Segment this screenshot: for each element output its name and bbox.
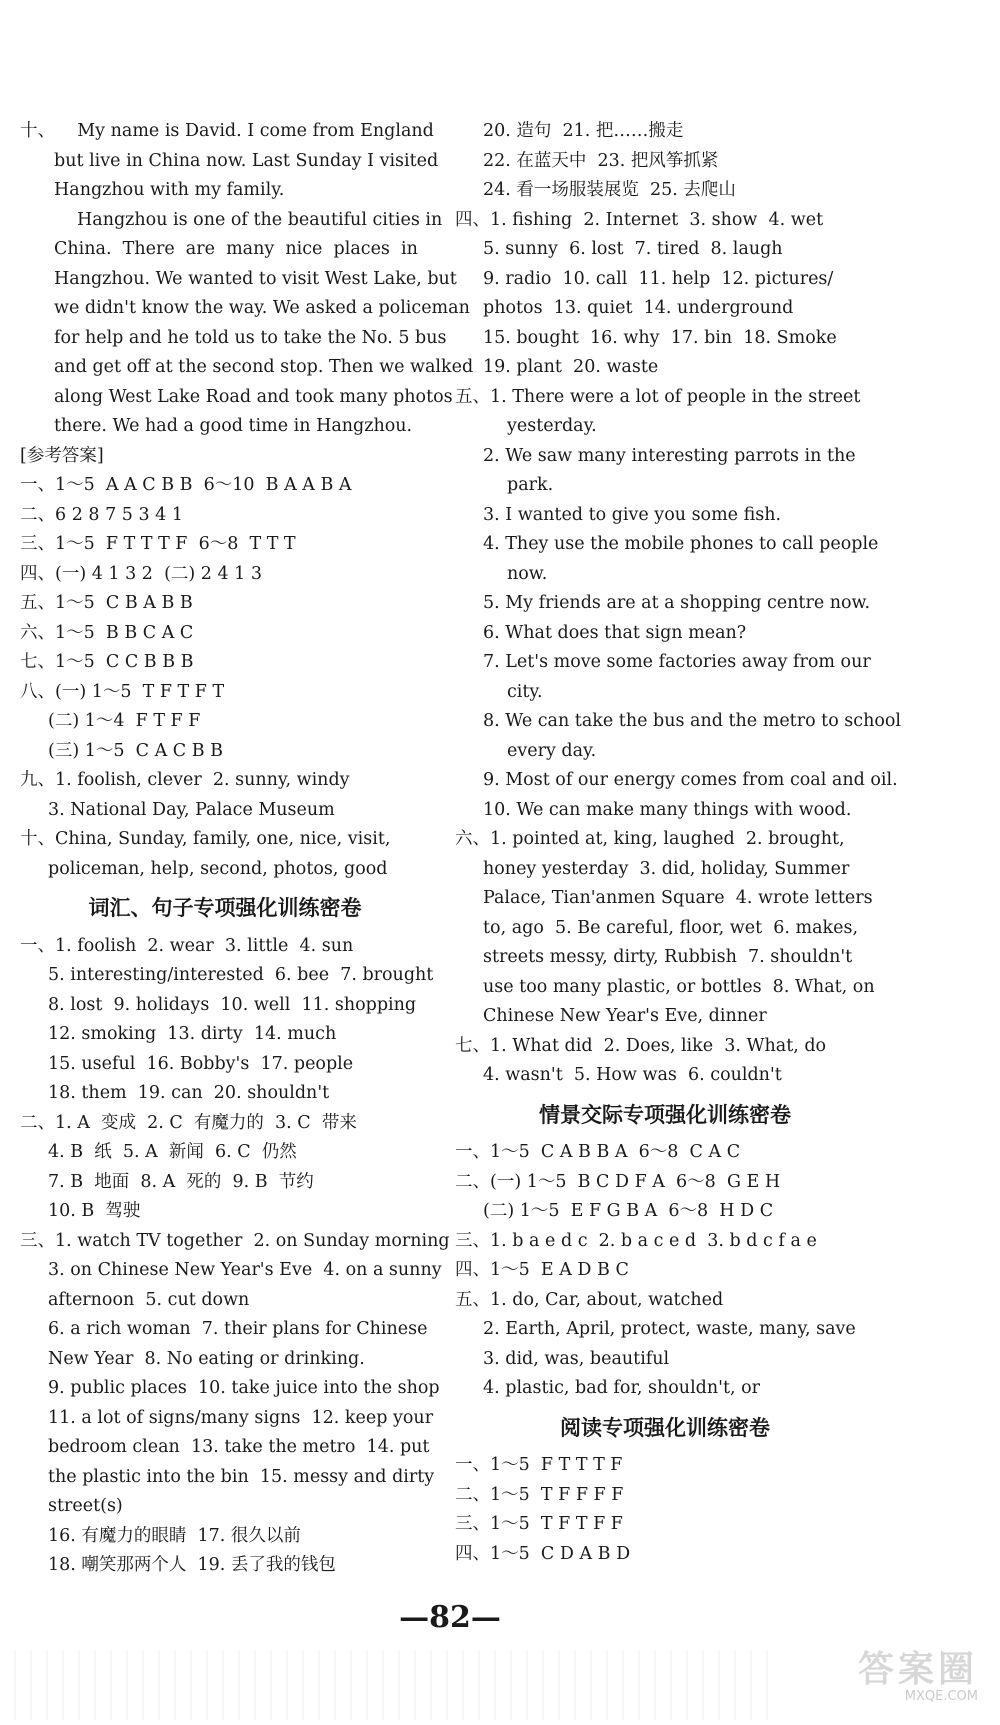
text-line: 5. sunny 6. lost 7. tired 8. laugh [483,239,783,259]
text-line: 12. smoking 13. dirty 14. much [48,1024,337,1044]
text-line: 20. 造句 21. 把……搬走 [483,121,684,141]
text-line: 18. 嘲笑那两个人 19. 丢了我的钱包 [48,1555,336,1575]
section-heading: 词汇、句子专项强化训练密卷 [88,896,362,920]
text-line: 二、1. A 变成 2. C 有魔力的 3. C 带来 [20,1112,357,1133]
text-line: 四、1. fishing 2. Internet 3. show 4. wet [455,209,824,230]
text-line: 4. plastic, bad for, shouldn't, or [483,1378,761,1398]
text-line: 15. useful 16. Bobby's 17. people [48,1053,354,1074]
text-line: streets messy, dirty, Rubbish 7. shouldn't [483,947,853,967]
scan-noise [0,1650,780,1720]
text-line: bedroom clean 13. take the metro 14. put [48,1437,430,1457]
text-line: 五、1. do, Car, about, watched [455,1289,724,1310]
text-line: 六、1. pointed at, king, laughed 2. brought, [455,829,845,849]
text-line: 2. We saw many interesting parrots in the [483,445,856,466]
section-heading: 情景交际专项强化训练密卷 [539,1102,791,1127]
text-line: 7. B 地面 8. A 死的 9. B 节约 [48,1171,314,1192]
text-line: 2. Earth, April, protect, waste, many, save [483,1319,856,1339]
text-line: 十、China, Sunday, family, one, nice, visit, [20,829,391,849]
text-line: 24. 看一场服装展览 25. 去爬山 [483,180,736,200]
text-line: (二) 1～4 F T F F [48,711,201,731]
text-line: 8. We can take the bus and the metro to school [483,711,902,731]
text-line: (三) 1～5 C A C B B [48,740,223,761]
text-line: 4. wasn't 5. How was 6. couldn't [483,1065,782,1085]
text-line: 19. plant 20. waste [483,357,659,377]
text-line: Hangzhou is one of the beautiful cities in [77,209,443,230]
text-line: 七、1～5 C C B B B [20,652,194,672]
text-line: 22. 在蓝天中 23. 把风筝抓紧 [483,150,719,171]
text-line: use too many plastic, or bottles 8. What, on [483,976,875,997]
text-line: 4. B 纸 5. A 新闻 6. C 仍然 [48,1142,297,1162]
text-line: 四、(一) 4 1 3 2 (二) 2 4 1 3 [20,563,263,584]
text-line: Hangzhou with my family. [54,180,285,200]
text-line: 七、1. What did 2. Does, like 3. What, do [455,1035,827,1056]
text-line: 四、1～5 C D A B D [455,1543,631,1564]
text-line: 10. B 驾驶 [48,1201,141,1221]
watermark-url: MXQE.COM [904,1689,978,1704]
text-line: every day. [507,740,597,761]
text-line: 8. lost 9. holidays 10. well 11. shopping [48,994,417,1015]
text-line: Palace, Tian'anmen Square 4. wrote letters [483,888,873,908]
text-line: we didn't know the way. We asked a policeman [54,298,470,318]
text-line: the plastic into the bin 15. messy and dirty [48,1466,435,1487]
text-line: policeman, help, second, photos, good [48,858,388,879]
text-line: 五、1～5 C B A B B [20,593,193,613]
text-line: 15. bought 16. why 17. bin 18. Smoke [483,327,837,348]
text-line: park. [507,475,554,495]
text-line: 9. public places 10. take juice into the shop [48,1378,440,1398]
text-line: city. [507,681,543,702]
section-heading: 阅读专项强化训练密卷 [560,1415,770,1440]
text-line: 一、1～5 F T T T F [455,1455,623,1475]
text-line: 3. I wanted to give you some fish. [483,504,782,525]
text-line: but live in China now. Last Sunday I visited [54,150,439,171]
text-line: 一、1～5 C A B B A 6～8 C A C [455,1142,741,1162]
text-line: [参考答案] [20,445,104,466]
text-line: 三、1. b a e d c 2. b a c e d 3. b d c f a e [455,1230,817,1251]
text-line: 九、1. foolish, clever 2. sunny, windy [20,770,350,790]
text-line: 5. interesting/interested 6. bee 7. brought [48,965,434,985]
text-line: 十、 My name is David. I come from England [20,121,434,141]
text-line: 6. a rich woman 7. their plans for Chinese [48,1319,428,1339]
text-line: there. We had a good time in Hangzhou. [54,416,413,436]
text-line: New Year 8. No eating or drinking. [48,1348,365,1369]
text-line: 6. What does that sign mean? [483,622,747,643]
text-line: 4. They use the mobile phones to call people [483,534,879,554]
right-column [455,117,902,1569]
text-line: 一、1～5 A A C B B 6～10 B A A B A [20,475,352,495]
text-line: honey yesterday 3. did, holiday, Summer [483,858,850,879]
text-line: street(s) [48,1496,123,1516]
text-line: photos 13. quiet 14. underground [483,298,794,318]
text-line: for help and he told us to take the No. 5 bus [54,327,447,348]
text-line: China. There are many nice places in [54,239,418,259]
text-line: to, ago 5. Be careful, floor, wet 6. makes, [483,917,859,938]
text-line: Hangzhou. We wanted to visit West Lake, but [54,268,457,289]
text-line: afternoon 5. cut down [48,1289,250,1310]
text-line: 3. on Chinese New Year's Eve 4. on a sunny [48,1260,442,1280]
left-column [20,117,474,1581]
watermark-text: 答案圈 [857,1649,978,1690]
text-line: 18. them 19. can 20. shouldn't [48,1083,330,1103]
text-line: now. [507,563,548,584]
text-line: 3. did, was, beautiful [483,1348,670,1369]
text-line: 16. 有魔力的眼睛 17. 很久以前 [48,1525,301,1546]
text-line: 一、1. foolish 2. wear 3. little 4. sun [20,935,354,956]
text-line: along West Lake Road and took many photos [54,386,453,407]
text-line: 5. My friends are at a shopping centre now. [483,593,871,613]
text-line: 三、1. watch TV together 2. on Sunday morning [20,1230,450,1251]
text-line: 9. Most of our energy comes from coal and oil. [483,770,898,790]
text-line: 五、1. There were a lot of people in the street [455,386,861,407]
text-line: 9. radio 10. call 11. help 12. pictures/ [483,268,834,289]
text-line: Chinese New Year's Eve, dinner [483,1006,767,1026]
text-line: 二、6 2 8 7 5 3 4 1 [20,504,184,525]
text-line: 六、1～5 B B C A C [20,622,194,643]
text-line: (二) 1～5 E F G B A 6～8 H D C [483,1201,774,1221]
text-line: yesterday. [507,416,597,436]
text-line: 三、1～5 F T T T F 6～8 T T T [20,534,296,554]
page-number: —82— [399,1600,501,1635]
text-line: 11. a lot of signs/many signs 12. keep your [48,1407,434,1428]
text-line: 二、(一) 1～5 B C D F A 6～8 G E H [455,1171,781,1192]
text-line: 四、1～5 E A D B C [455,1260,629,1280]
text-line: 3. National Day, Palace Museum [48,799,335,820]
text-line: 八、(一) 1～5 T F T F T [20,681,225,702]
text-line: 二、1～5 T F F F F [455,1484,624,1505]
watermark-logo [788,1650,978,1710]
text-line: 三、1～5 T F T F F [455,1514,623,1534]
text-line: 7. Let's move some factories away from our [483,652,871,672]
text-line: 10. We can make many things with wood. [483,799,852,820]
text-line: and get off at the second stop. Then we walked [54,357,474,377]
